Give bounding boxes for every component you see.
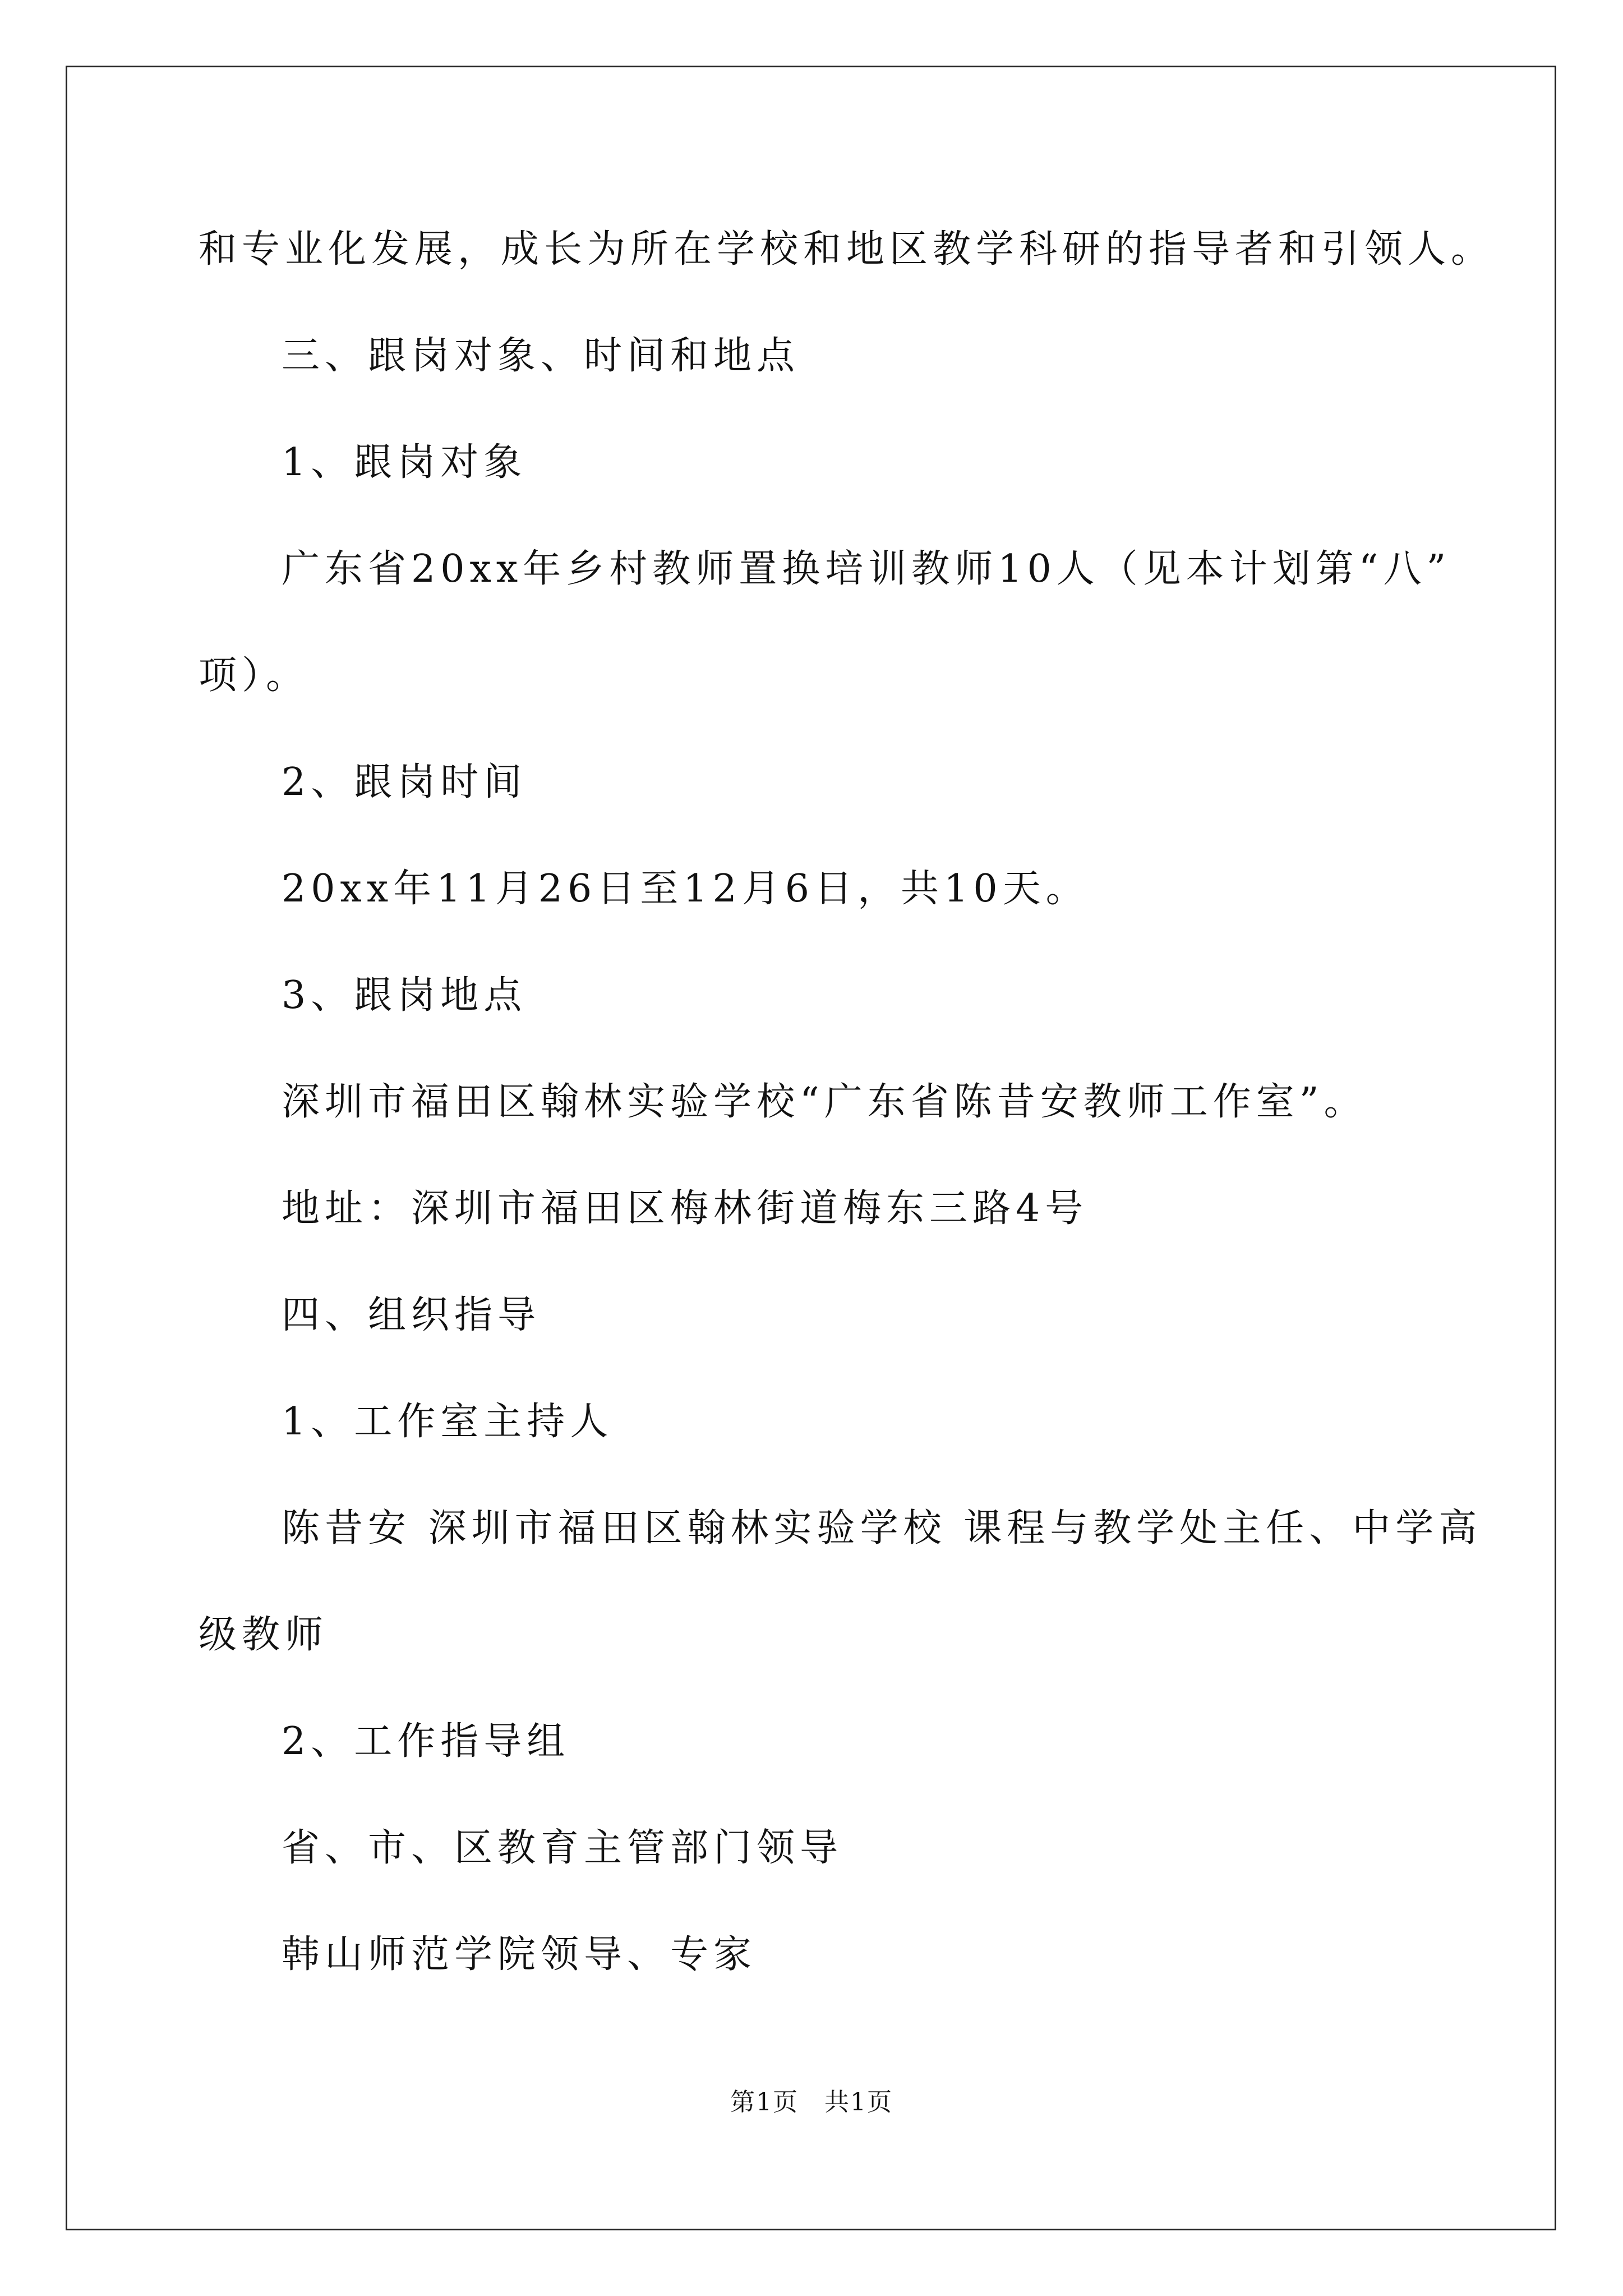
subheading-location: 3、跟岗地点 xyxy=(282,973,527,1018)
paragraph-target-line1: 广东省20xx年乡村教师置换培训教师10人（见本计划第“八” xyxy=(282,547,1451,591)
section-heading-4: 四、组织指导 xyxy=(282,1293,541,1337)
page-border xyxy=(66,66,1556,2230)
paragraph-location: 深圳市福田区翰林实验学校“广东省陈昔安教师工作室”。 xyxy=(282,1080,1367,1124)
page-footer: 第1页 共1页 xyxy=(730,2088,893,2116)
paragraph-host-line2: 级教师 xyxy=(199,1613,329,1657)
paragraph-guidance-2: 韩山师范学院领导、专家 xyxy=(282,1932,757,1977)
paragraph-host-line1: 陈昔安 深圳市福田区翰林实验学校 课程与教学处主任、中学高 xyxy=(282,1506,1482,1550)
paragraph-target-line2: 项）。 xyxy=(199,654,310,698)
subheading-host: 1、工作室主持人 xyxy=(282,1400,614,1444)
paragraph-continuation: 和专业化发展，成长为所在学校和地区教学科研的指导者和引领人。 xyxy=(199,227,1495,272)
section-heading-3: 三、跟岗对象、时间和地点 xyxy=(282,334,800,378)
paragraph-guidance-1: 省、市、区教育主管部门领导 xyxy=(282,1826,843,1870)
subheading-guidance-group: 2、工作指导组 xyxy=(282,1719,570,1764)
paragraph-address: 地址：深圳市福田区梅林街道梅东三路4号 xyxy=(282,1186,1089,1231)
subheading-time: 2、跟岗时间 xyxy=(282,760,527,804)
paragraph-time: 20xx年11月26日至12月6日，共10天。 xyxy=(282,867,1089,911)
subheading-target: 1、跟岗对象 xyxy=(282,440,527,485)
